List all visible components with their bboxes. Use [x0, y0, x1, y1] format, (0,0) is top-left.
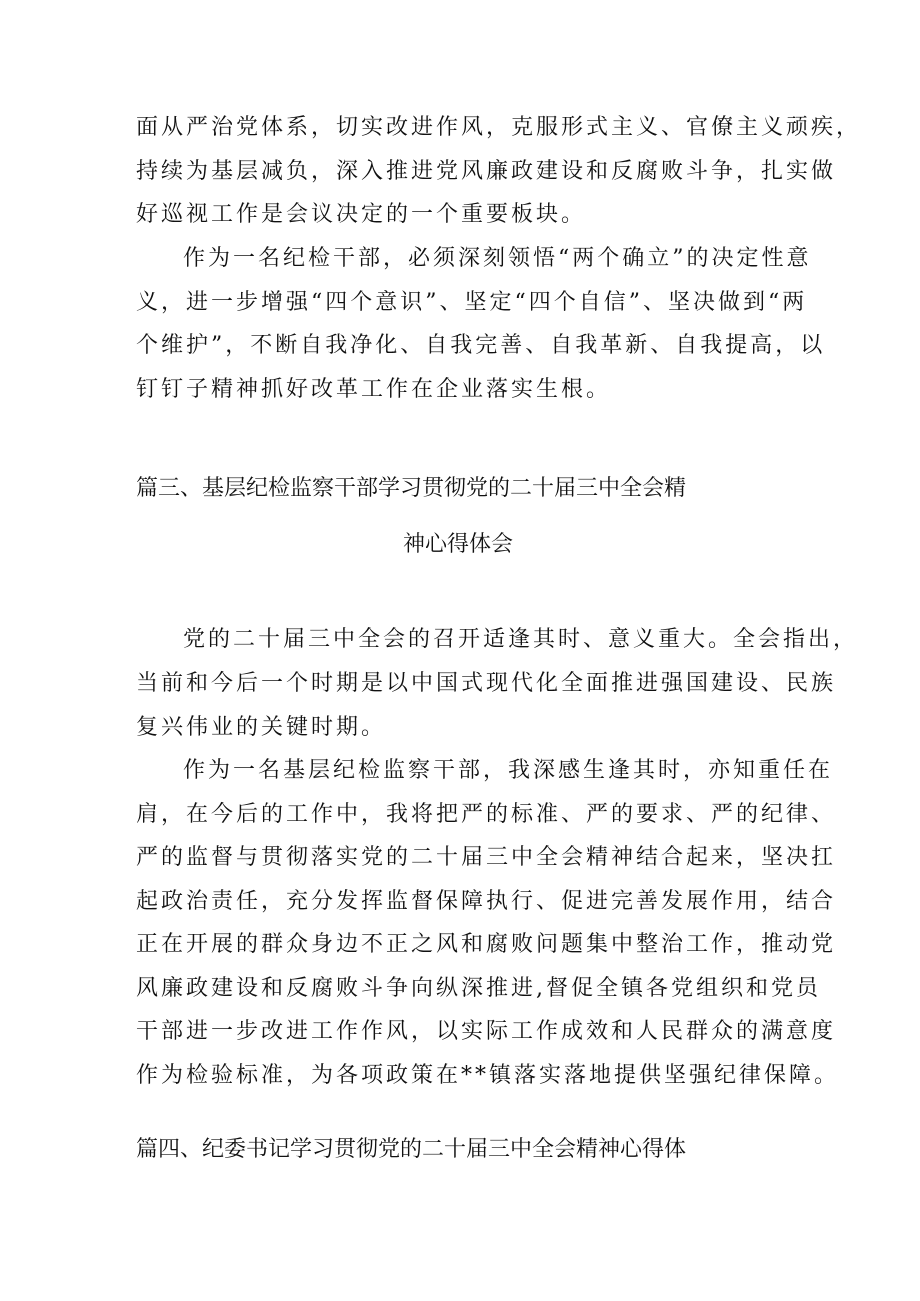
body-text-line: 钉钉子精神抓好改革工作在企业落实生根。 — [136, 377, 612, 402]
body-text-line: 正在开展的群众身边不正之风和腐败问题集中整治工作，推动党 — [136, 932, 837, 957]
body-text-line: 起政治责任，充分发挥监督保障执行、促进完善发展作用，结合 — [136, 889, 837, 914]
section-heading-continuation: 神心得体会 — [403, 532, 514, 557]
body-text-line: 严的监督与贯彻落实党的二十届三中全会精神结合起来，坚决扛 — [136, 845, 837, 870]
body-text-line: 干部进一步改进工作作风，以实际工作成效和人民群众的满意度 — [136, 1019, 837, 1044]
body-text-line: 作为检验标准，为各项政策在**镇落实落地提供坚强纪律保障。 — [136, 1063, 840, 1088]
body-text-line: 党的二十届三中全会的召开适逢其时、意义重大。全会指出， — [183, 627, 859, 652]
body-text-line: 个维护”，不断自我净化、自我完善、自我革新、自我提高，以 — [136, 333, 826, 358]
body-text-line: 复兴伟业的关键时期。 — [136, 715, 387, 740]
body-text-line: 面从严治党体系，切实改进作风，克服形式主义、官僚主义顽疾， — [136, 115, 862, 140]
body-text-line: 持续为基层减负，深入推进党风廉政建设和反腐败斗争，扎实做 — [136, 159, 837, 184]
body-text-line: 好巡视工作是会议决定的一个重要板块。 — [136, 202, 587, 227]
body-text-line: 当前和今后一个时期是以中国式现代化全面推进强国建设、民族 — [136, 671, 837, 696]
body-text-line: 作为一名纪检干部，必须深刻领悟“两个确立”的决定性意 — [183, 246, 812, 271]
section-heading: 篇三、基层纪检监察干部学习贯彻党的二十届三中全会精 — [136, 476, 687, 501]
body-text-line: 风廉政建设和反腐败斗争向纵深推进,督促全镇各党组织和党员 — [136, 976, 821, 1001]
section-heading: 篇四、纪委书记学习贯彻党的二十届三中全会精神心得体 — [136, 1137, 687, 1162]
body-text-line: 肩，在今后的工作中，我将把严的标准、严的要求、严的纪律、 — [136, 802, 837, 827]
body-text-line: 作为一名基层纪检监察干部，我深感生逢其时，亦知重任在 — [183, 758, 834, 783]
body-text-line: 义，进一步增强“四个意识”、坚定“四个自信”、坚决做到“两 — [136, 290, 808, 315]
